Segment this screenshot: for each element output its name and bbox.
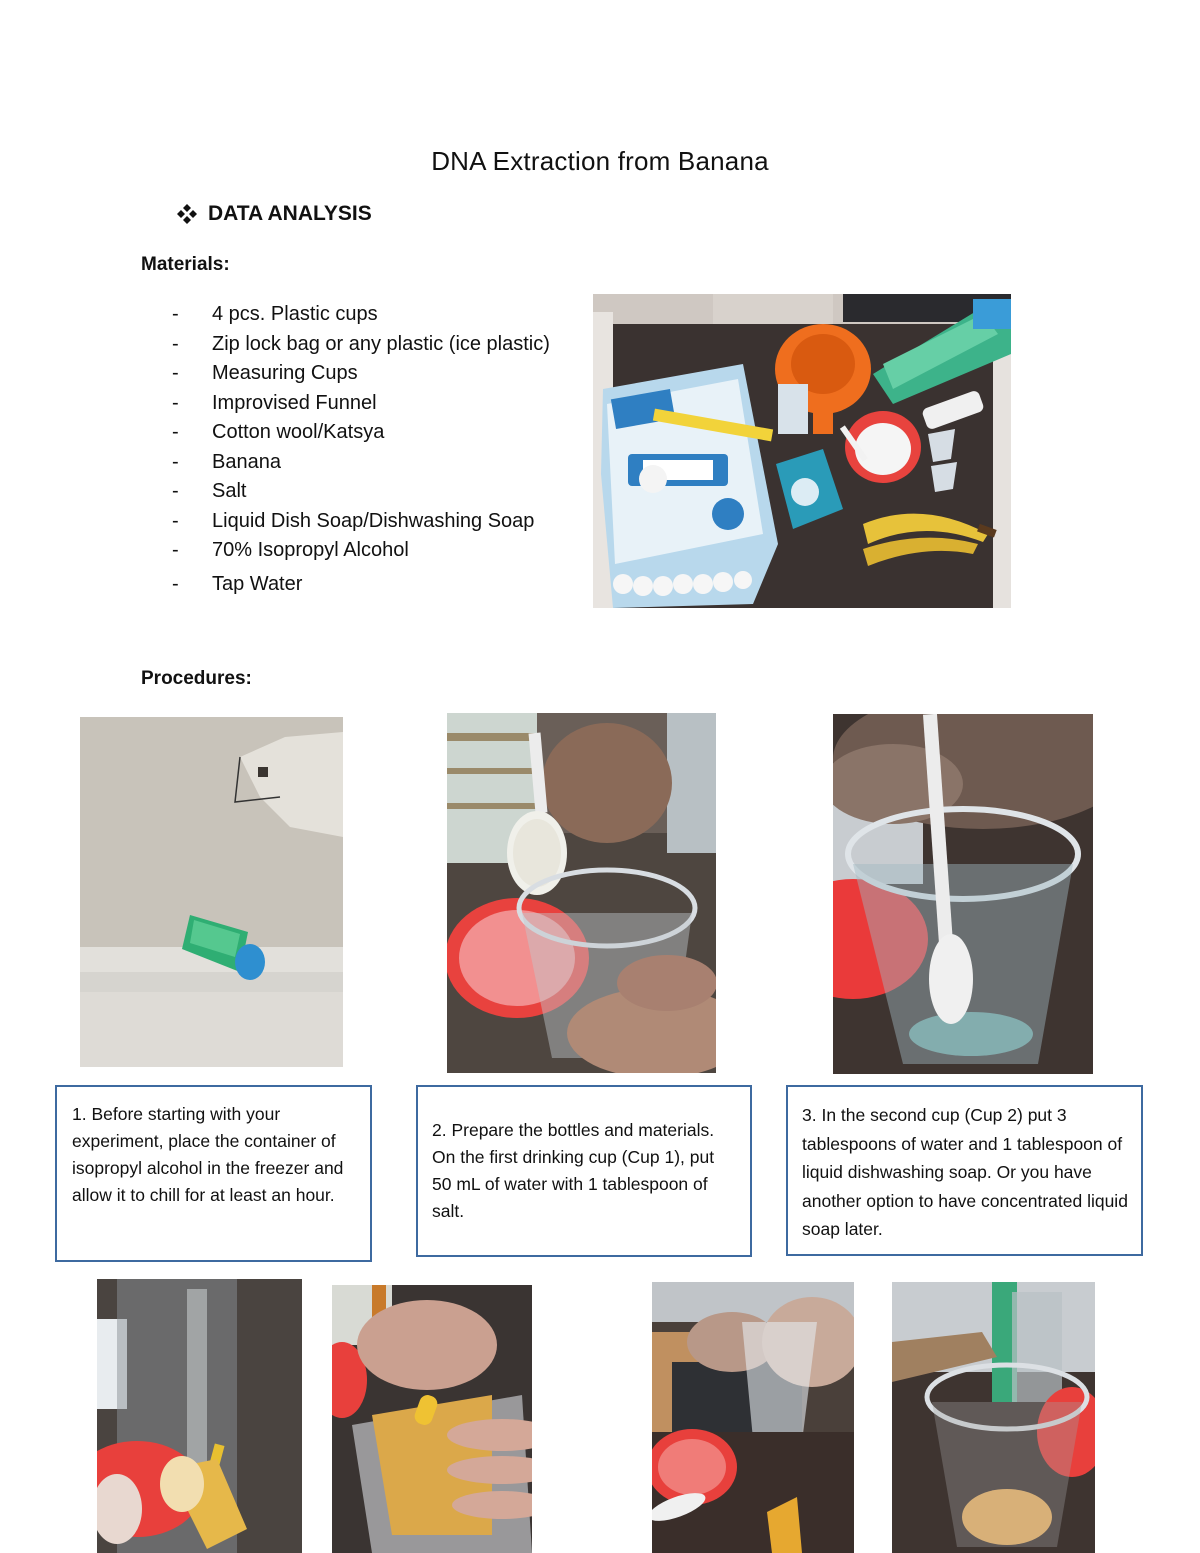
section-heading-text: DATA ANALYSIS xyxy=(208,202,372,225)
step-2-text: 2. Prepare the bottles and materials. On the first drinking cup (Cup 1), put 50 mL of water with 1 tablespoon of salt. xyxy=(432,1120,715,1221)
material-item xyxy=(172,300,550,330)
materials-list xyxy=(172,300,550,599)
step-3-photo xyxy=(833,714,1093,1074)
dash-bullet: - xyxy=(172,539,179,562)
material-text: Improvised Funnel xyxy=(212,391,377,414)
step-1-photo xyxy=(80,717,343,1067)
step-photo-banana-in-bag xyxy=(97,1279,302,1553)
material-item xyxy=(172,418,550,448)
material-item xyxy=(172,389,550,419)
material-item xyxy=(172,507,550,537)
material-text: Measuring Cups xyxy=(212,362,358,385)
material-item xyxy=(172,330,550,360)
material-text: Tap Water xyxy=(212,572,303,595)
material-text: Zip lock bag or any plastic (ice plastic) xyxy=(212,332,550,355)
dash-bullet: - xyxy=(172,421,179,444)
material-text: 70% Isopropyl Alcohol xyxy=(212,539,409,562)
four-diamond-bullet-icon xyxy=(176,203,198,225)
material-text: Salt xyxy=(212,480,247,503)
dash-bullet: - xyxy=(172,391,179,414)
material-item xyxy=(172,359,550,389)
material-text: 4 pcs. Plastic cups xyxy=(212,303,378,326)
dash-bullet: - xyxy=(172,303,179,326)
material-text: Banana xyxy=(212,450,281,473)
material-text: Liquid Dish Soap/Dishwashing Soap xyxy=(212,509,535,532)
step-photo-mash-banana xyxy=(332,1285,532,1553)
dash-bullet: - xyxy=(172,332,179,355)
materials-label: Materials: xyxy=(141,254,230,275)
dash-bullet: - xyxy=(172,480,179,503)
material-item xyxy=(172,570,550,600)
document-title: DNA Extraction from Banana xyxy=(431,146,769,176)
materials-photo xyxy=(593,294,1011,608)
section-heading xyxy=(176,202,372,226)
step-3-text: 3. In the second cup (Cup 2) put 3 tablespoons of water and 1 tablespoon of liquid dishwashing soap. Or you have another option to have concentrated liquid soap later. xyxy=(802,1105,1128,1239)
step-3-box xyxy=(786,1085,1143,1256)
procedures-label: Procedures: xyxy=(141,668,252,689)
material-item xyxy=(172,477,550,507)
step-photo-filtered-mixture xyxy=(892,1282,1095,1553)
material-item xyxy=(172,536,550,566)
dash-bullet: - xyxy=(172,509,179,532)
dash-bullet: - xyxy=(172,572,179,595)
step-1-box xyxy=(55,1085,372,1262)
step-2-photo xyxy=(447,713,716,1073)
dash-bullet: - xyxy=(172,450,179,473)
step-photo-squeeze-bag xyxy=(652,1282,854,1553)
dash-bullet: - xyxy=(172,362,179,385)
step-1-text: 1. Before starting with your experiment, place the container of isopropyl alcohol in the freezer and allow it to chill for at least an hour. xyxy=(72,1104,344,1205)
step-2-box xyxy=(416,1085,752,1257)
material-item xyxy=(172,448,550,478)
material-text: Cotton wool/Katsya xyxy=(212,421,385,444)
